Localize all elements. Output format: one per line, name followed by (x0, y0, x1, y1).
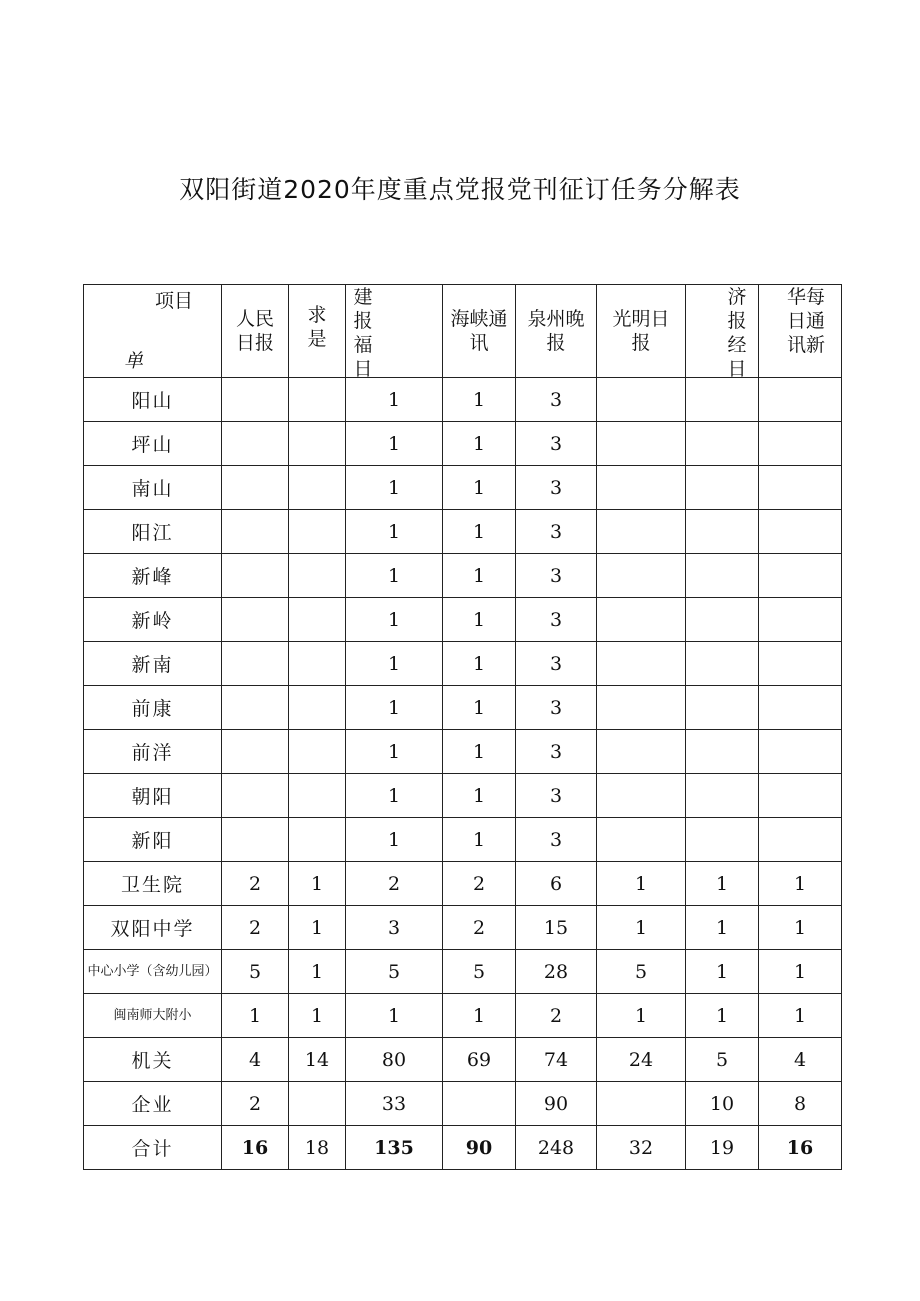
table-cell: 3 (346, 906, 443, 950)
table-cell: 1 (346, 994, 443, 1038)
table-cell: 1 (686, 950, 759, 994)
table-cell (289, 1082, 346, 1126)
table-cell (597, 378, 686, 422)
col-header: 华每日通讯新 (759, 285, 842, 378)
table-cell (686, 378, 759, 422)
table-cell: 4 (759, 1038, 842, 1082)
row-label: 坪山 (84, 422, 222, 466)
total-cell: 32 (597, 1126, 686, 1170)
table-cell (289, 422, 346, 466)
table-cell (222, 730, 289, 774)
table-cell: 2 (443, 862, 516, 906)
table-cell: 1 (686, 906, 759, 950)
table-cell (222, 642, 289, 686)
table-cell (222, 774, 289, 818)
table-cell (289, 730, 346, 774)
table-cell: 3 (516, 422, 597, 466)
page-title: 双阳街道2020年度重点党报党刊征订任务分解表 (179, 175, 741, 204)
table-cell: 1 (443, 730, 516, 774)
total-cell: 248 (516, 1126, 597, 1170)
table-cell: 1 (759, 950, 842, 994)
table-cell (289, 554, 346, 598)
table-row (84, 466, 842, 510)
total-cell: 16 (759, 1126, 842, 1170)
corner-cell (84, 285, 222, 378)
corner-label-top: 项目 (154, 290, 193, 312)
total-label: 合计 (84, 1126, 222, 1170)
row-label: 机关 (84, 1038, 222, 1082)
col-header: 海峡通讯 (443, 285, 516, 378)
table-cell (222, 422, 289, 466)
table-cell: 1 (686, 862, 759, 906)
total-cell: 90 (443, 1126, 516, 1170)
row-label: 阳江 (84, 510, 222, 554)
row-label: 朝阳 (84, 774, 222, 818)
table-cell (597, 598, 686, 642)
table-cell (289, 642, 346, 686)
table-cell (222, 598, 289, 642)
col-header: 求是 (289, 285, 346, 378)
table-cell: 1 (346, 730, 443, 774)
table-cell: 1 (759, 906, 842, 950)
table-row (84, 818, 842, 862)
table-cell: 1 (346, 466, 443, 510)
table-cell (222, 818, 289, 862)
table-cell (759, 642, 842, 686)
table-cell (222, 510, 289, 554)
table-cell: 1 (597, 906, 686, 950)
table-cell: 1 (443, 554, 516, 598)
table-cell: 1 (443, 686, 516, 730)
table-row (84, 642, 842, 686)
table-cell: 1 (443, 642, 516, 686)
table-cell: 1 (443, 774, 516, 818)
table-cell (222, 686, 289, 730)
table-cell: 1 (759, 862, 842, 906)
table-cell: 1 (346, 818, 443, 862)
table-cell: 6 (516, 862, 597, 906)
table-cell (597, 686, 686, 730)
col-header: 泉州晚报 (516, 285, 597, 378)
table-cell: 2 (346, 862, 443, 906)
col-header: 济报经日 (686, 285, 759, 378)
table-row (84, 906, 842, 950)
table-cell: 1 (443, 818, 516, 862)
row-label: 前洋 (84, 730, 222, 774)
table-cell (759, 686, 842, 730)
total-cell: 19 (686, 1126, 759, 1170)
table-cell (289, 466, 346, 510)
table-cell: 3 (516, 378, 597, 422)
table-cell: 74 (516, 1038, 597, 1082)
table-cell (222, 554, 289, 598)
table-cell: 1 (289, 862, 346, 906)
table-cell (597, 466, 686, 510)
table-cell (686, 422, 759, 466)
table-cell (686, 686, 759, 730)
table-cell: 3 (516, 686, 597, 730)
table-cell: 1 (289, 906, 346, 950)
table-cell: 8 (759, 1082, 842, 1126)
row-label: 新阳 (84, 818, 222, 862)
table-cell: 1 (443, 422, 516, 466)
row-label: 前康 (84, 686, 222, 730)
table-row (84, 862, 842, 906)
table-cell (597, 642, 686, 686)
table-cell (759, 510, 842, 554)
table-cell: 5 (346, 950, 443, 994)
table-cell: 69 (443, 1038, 516, 1082)
row-label: 新峰 (84, 554, 222, 598)
table-cell (289, 510, 346, 554)
table-cell: 80 (346, 1038, 443, 1082)
table-cell (686, 642, 759, 686)
table-cell (686, 774, 759, 818)
table-cell: 2 (222, 862, 289, 906)
table-cell: 1 (346, 598, 443, 642)
col-header: 光明日报 (597, 285, 686, 378)
table-cell: 3 (516, 554, 597, 598)
table-row (84, 554, 842, 598)
table-row (84, 598, 842, 642)
table-cell: 1 (346, 422, 443, 466)
table-cell: 1 (443, 598, 516, 642)
table-cell: 2 (443, 906, 516, 950)
table-cell: 3 (516, 642, 597, 686)
table-cell: 5 (222, 950, 289, 994)
table-row (84, 774, 842, 818)
row-label: 新南 (84, 642, 222, 686)
row-label: 新岭 (84, 598, 222, 642)
table-cell (686, 598, 759, 642)
table-row (84, 510, 842, 554)
table-cell: 1 (346, 686, 443, 730)
table-cell: 24 (597, 1038, 686, 1082)
table-cell: 1 (443, 510, 516, 554)
col-header: 人民日报 (222, 285, 289, 378)
table-cell: 10 (686, 1082, 759, 1126)
table-cell: 1 (289, 994, 346, 1038)
table-cell (759, 598, 842, 642)
table-cell (222, 378, 289, 422)
table-cell (686, 554, 759, 598)
table-cell: 5 (597, 950, 686, 994)
table-row (84, 686, 842, 730)
table-cell: 2 (222, 1082, 289, 1126)
total-cell: 16 (222, 1126, 289, 1170)
table-cell: 5 (686, 1038, 759, 1082)
table-cell: 2 (516, 994, 597, 1038)
table-cell: 2 (222, 906, 289, 950)
table-cell (597, 510, 686, 554)
table-cell (222, 466, 289, 510)
table-cell: 1 (222, 994, 289, 1038)
row-label: 中心小学（含幼儿园） (84, 950, 222, 994)
row-label: 闽南师大附小 (84, 994, 222, 1038)
row-label: 企业 (84, 1082, 222, 1126)
corner-label-bottom: 单 (124, 350, 144, 372)
table-cell: 1 (346, 642, 443, 686)
table-cell: 5 (443, 950, 516, 994)
table-cell (597, 554, 686, 598)
table-cell: 28 (516, 950, 597, 994)
table-row (84, 1038, 842, 1082)
row-label: 卫生院 (84, 862, 222, 906)
row-label: 南山 (84, 466, 222, 510)
table-cell (759, 466, 842, 510)
table-cell (759, 554, 842, 598)
table-cell: 3 (516, 466, 597, 510)
table-cell: 3 (516, 774, 597, 818)
table-cell: 1 (289, 950, 346, 994)
table-cell (289, 774, 346, 818)
table-cell: 1 (597, 994, 686, 1038)
table-cell: 90 (516, 1082, 597, 1126)
table-cell (759, 774, 842, 818)
table-row (84, 730, 842, 774)
table-cell: 14 (289, 1038, 346, 1082)
table-cell (289, 378, 346, 422)
table-cell: 3 (516, 730, 597, 774)
table-cell: 3 (516, 510, 597, 554)
table-cell: 33 (346, 1082, 443, 1126)
total-row (84, 1126, 842, 1170)
table-cell: 1 (443, 466, 516, 510)
table-cell (443, 1082, 516, 1126)
table-cell (759, 818, 842, 862)
table-cell: 1 (443, 994, 516, 1038)
table-row (84, 378, 842, 422)
table-cell (686, 510, 759, 554)
table-cell (597, 818, 686, 862)
table-cell (289, 818, 346, 862)
table-row (84, 950, 842, 994)
table-cell: 3 (516, 598, 597, 642)
table-cell (597, 1082, 686, 1126)
table-cell (686, 730, 759, 774)
table-cell: 1 (346, 774, 443, 818)
table-row (84, 994, 842, 1038)
table-cell (686, 466, 759, 510)
table-cell (289, 686, 346, 730)
table-cell (289, 598, 346, 642)
table-cell: 1 (597, 862, 686, 906)
table-cell (597, 422, 686, 466)
header-row (84, 285, 842, 378)
table-cell: 1 (443, 378, 516, 422)
table-cell: 1 (759, 994, 842, 1038)
table-cell: 1 (346, 554, 443, 598)
total-cell: 135 (346, 1126, 443, 1170)
table-cell (759, 378, 842, 422)
table-cell: 1 (686, 994, 759, 1038)
table-cell: 1 (346, 378, 443, 422)
table-cell (759, 730, 842, 774)
table-cell: 4 (222, 1038, 289, 1082)
table-cell: 15 (516, 906, 597, 950)
table-cell (597, 774, 686, 818)
col-header: 建报福日 (346, 285, 443, 378)
row-label: 阳山 (84, 378, 222, 422)
table-row (84, 422, 842, 466)
table-cell (597, 730, 686, 774)
table-cell (686, 818, 759, 862)
total-cell: 18 (289, 1126, 346, 1170)
table-row (84, 1082, 842, 1126)
table-cell (759, 422, 842, 466)
table-cell: 1 (346, 510, 443, 554)
subscription-table (83, 284, 842, 1170)
table-cell: 3 (516, 818, 597, 862)
row-label: 双阳中学 (84, 906, 222, 950)
